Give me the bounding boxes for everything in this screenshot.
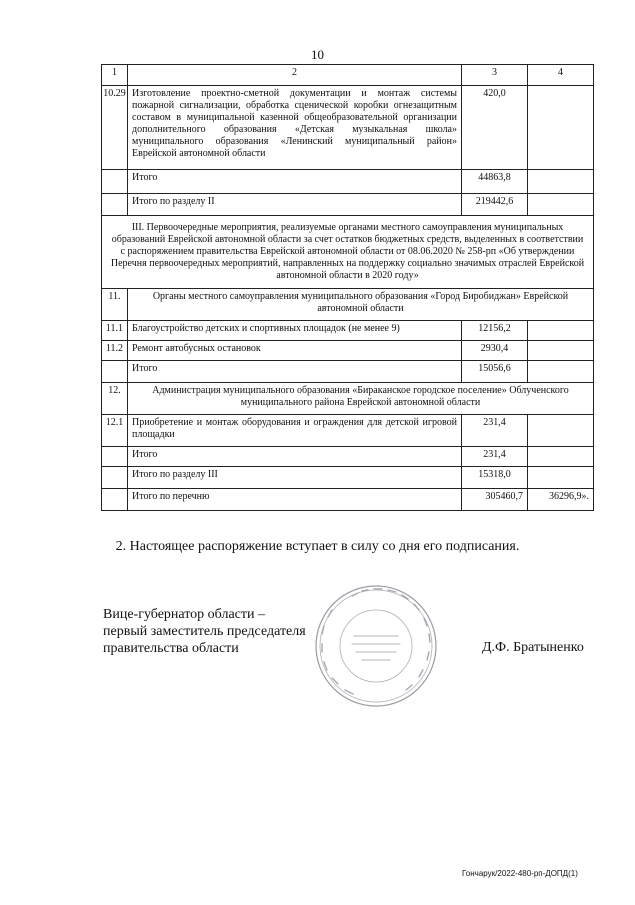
row-value-3: 12156,2: [462, 321, 528, 341]
row-value-3: 305460,7: [462, 489, 528, 511]
group-number: 11.: [102, 289, 128, 321]
signatory-title-line: Вице-губернатор области –: [103, 607, 265, 622]
section-title: III. Первоочередные мероприятия, реализуемые органами местного самоуправления муниципальных образований Еврейской автономной области за счет остатков бюджетных средств, выделенных в соответствии с распоряжением правительства Еврейской автономной области от 08.06.2020 № 258-рп «Об утверждении Перечня первоочередных мероприятий, направленных на поддержку социально значимых отраслей Еврейской автономной области в 2020 году»: [102, 216, 594, 289]
signatory-name: Д.Ф. Братыненко: [482, 640, 584, 655]
row-value-3: 231,4: [462, 415, 528, 447]
row-value-3: 15056,6: [462, 361, 528, 383]
col-header-4: 4: [528, 65, 594, 86]
row-number: [102, 170, 128, 194]
row-value-3: 15318,0: [462, 467, 528, 489]
document-reference: Гончарук/2022-480-рп-ДОПД(1): [462, 869, 578, 878]
row-number: 11.1: [102, 321, 128, 341]
signatory-title: [103, 606, 306, 657]
table-row: [102, 170, 594, 194]
row-text: Ремонт автобусных остановок: [128, 341, 462, 361]
signatory-title-line: первый заместитель председателя: [103, 624, 306, 639]
table-row: [102, 361, 594, 383]
table-header-row: [102, 65, 594, 86]
group-title: Органы местного самоуправления муниципального образования «Город Биробиджан» Еврейской автономной области: [128, 289, 594, 321]
row-value-4: 36296,9».: [528, 489, 594, 511]
row-number: 10.29: [102, 86, 128, 170]
official-seal-stamp: [312, 582, 440, 710]
row-text: Изготовление проектно-сметной документации и монтаж системы пожарной сигнализации, обработка сценической коробки огнезащитным составом в муниципальной казенной общеобразовательной организации дополнительного образования «Детская музыкальная школа» муниципального образования «Ленинский муниципальный район» Еврейской автономной области: [128, 86, 462, 170]
table-row: [102, 447, 594, 467]
table-row: [102, 341, 594, 361]
row-text: Итого по разделу II: [128, 194, 462, 216]
row-value-3: 219442,6: [462, 194, 528, 216]
row-number: [102, 194, 128, 216]
page-number: 10: [311, 47, 324, 62]
col-header-1: 1: [102, 65, 128, 86]
row-text: Итого по перечню: [128, 489, 462, 511]
row-value-4: [528, 194, 594, 216]
measures-table: [101, 64, 594, 511]
clause-text: 2. Настоящее распоряжение вступает в силу со дня его подписания.: [115, 539, 520, 554]
row-value-4: [528, 415, 594, 447]
table-row: [102, 467, 594, 489]
group-row: [102, 383, 594, 415]
section-title-row: [102, 216, 594, 289]
row-value-4: [528, 86, 594, 170]
row-value-3: 420,0: [462, 86, 528, 170]
row-text: Приобретение и монтаж оборудования и ограждения для детской игровой площадки: [128, 415, 462, 447]
signatory-title-line: правительства области: [103, 641, 239, 656]
row-number: [102, 489, 128, 511]
row-value-4: [528, 447, 594, 467]
row-number: [102, 361, 128, 383]
row-text: Итого: [128, 361, 462, 383]
row-value-4: [528, 321, 594, 341]
group-number: 12.: [102, 383, 128, 415]
row-text: Благоустройство детских и спортивных площадок (не менее 9): [128, 321, 462, 341]
table-row: [102, 194, 594, 216]
row-value-4: [528, 341, 594, 361]
row-text: Итого по разделу III: [128, 467, 462, 489]
table-row: [102, 489, 594, 511]
row-text: Итого: [128, 447, 462, 467]
row-number: 11.2: [102, 341, 128, 361]
table-row: [102, 321, 594, 341]
table-row: [102, 415, 594, 447]
row-number: [102, 467, 128, 489]
row-number: 12.1: [102, 415, 128, 447]
group-row: [102, 289, 594, 321]
row-value-3: 231,4: [462, 447, 528, 467]
row-value-4: [528, 170, 594, 194]
table-row: [102, 86, 594, 170]
row-value-3: 44863,8: [462, 170, 528, 194]
row-text: Итого: [128, 170, 462, 194]
row-value-4: [528, 361, 594, 383]
row-value-4: [528, 467, 594, 489]
row-value-3: 2930,4: [462, 341, 528, 361]
col-header-2: 2: [128, 65, 462, 86]
row-number: [102, 447, 128, 467]
col-header-3: 3: [462, 65, 528, 86]
group-title: Администрация муниципального образования «Бираканское городское поселение» Облученского муниципального района Еврейской автономной области: [128, 383, 594, 415]
